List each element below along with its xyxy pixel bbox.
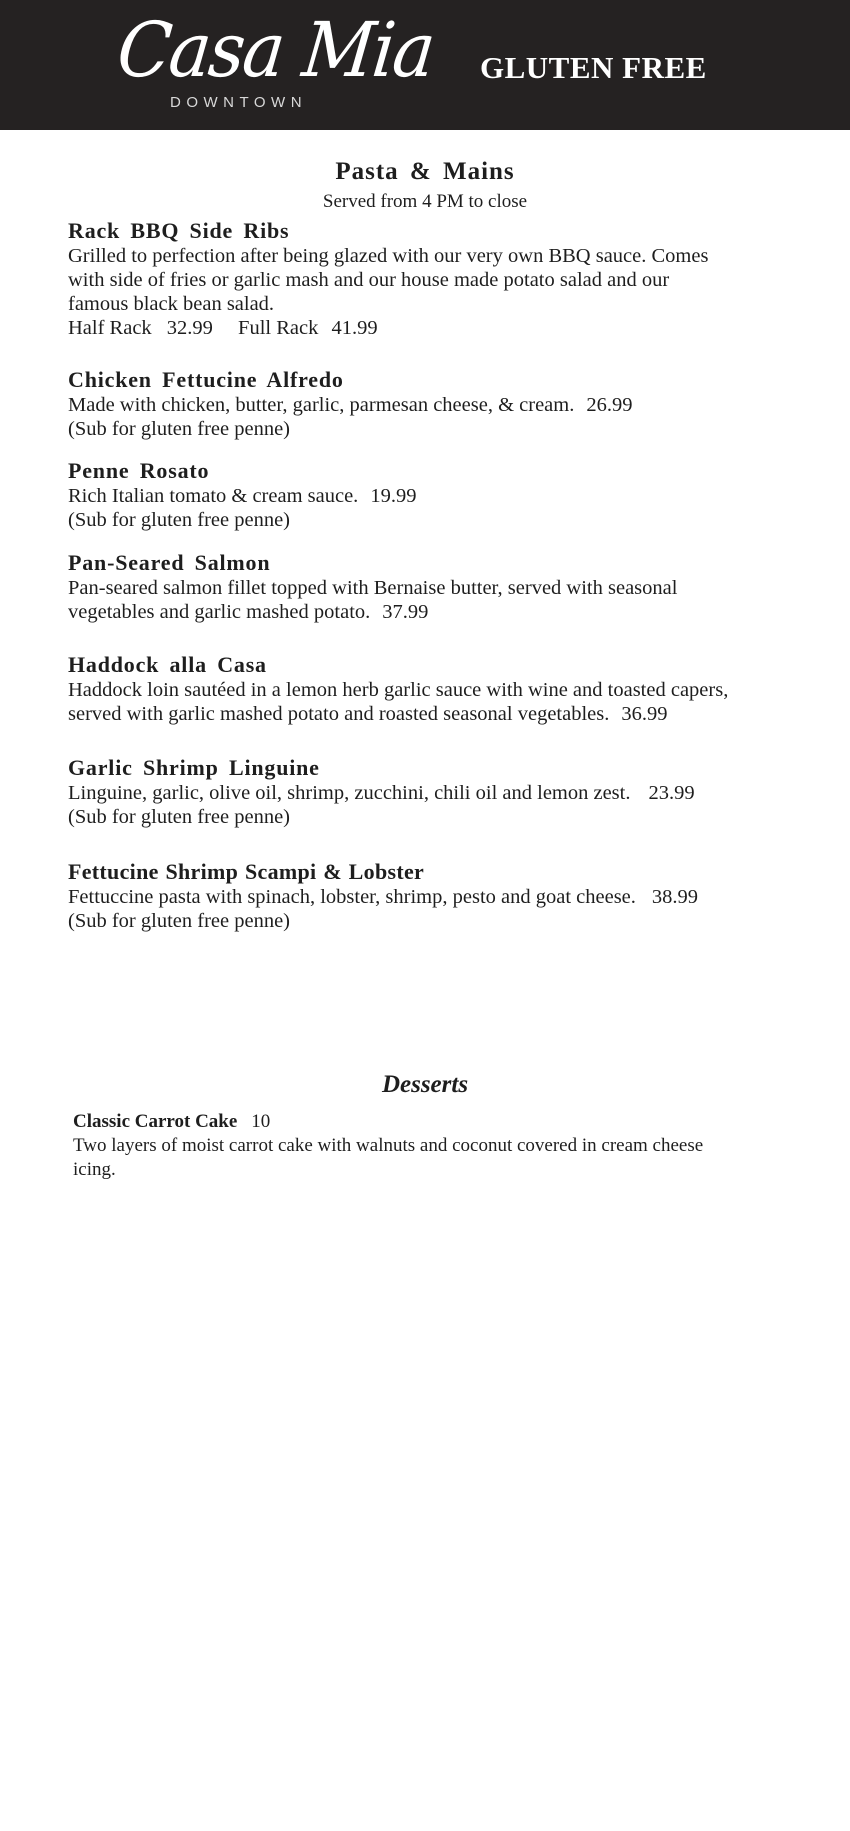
logo-script-text: Casa Mia [113,5,438,95]
menu-item [68,755,798,829]
item-description-line: vegetables and garlic mashed potato. [68,601,371,623]
item-description-line: (Sub for gluten free penne) [68,806,290,828]
item-description-line: served with garlic mashed potato and roasted seasonal vegetables. [68,703,610,725]
item-description [68,678,798,726]
full-rack-label: Full Rack [238,317,319,339]
item-name: Pan-Seared Salmon [68,550,271,575]
restaurant-logo [113,5,438,118]
item-description [68,576,798,624]
item-description-line: Rich Italian tomato & cream sauce. [68,485,359,507]
section-title-desserts: Desserts [381,1071,469,1098]
item-price: 37.99 [382,601,429,623]
section-title-mains: Pasta & Mains [335,158,515,185]
item-description-line: Made with chicken, butter, garlic, parmesan cheese, & cream. [68,394,575,416]
item-description-line: (Sub for gluten free penne) [68,910,290,932]
menu-item [68,859,798,933]
menu-item [68,550,798,624]
section-subtitle-mains: Served from 4 PM to close [322,191,528,212]
dessert-price: 10 [251,1111,271,1132]
item-price: 36.99 [621,703,668,725]
item-description [68,393,798,441]
dessert-description-line: Two layers of moist carrot cake with walnuts and coconut covered in cream cheese [73,1135,704,1156]
dessert-description-line: icing. [73,1159,116,1180]
dessert-name: Classic Carrot Cake [73,1111,238,1132]
dessert-item [73,1110,773,1182]
item-description [68,484,798,532]
header-bar [0,0,850,130]
menu-type-label: GLUTEN FREE [480,50,707,85]
item-description [68,885,798,933]
logo-subtitle: DOWNTOWN [170,94,308,111]
item-name: Chicken Fettucine Alfredo [68,367,344,392]
item-name: Rack BBQ Side Ribs [68,218,290,243]
menu-item [68,652,798,726]
item-price: 23.99 [648,782,695,804]
item-description-line: famous black bean salad. [68,293,275,315]
item-description-line: Linguine, garlic, olive oil, shrimp, zucchini, chili oil and lemon zest. [68,782,631,804]
menu-item [68,218,798,340]
item-description-line: Haddock loin sautéed in a lemon herb garlic sauce with wine and toasted capers, [68,679,729,701]
item-name: Garlic Shrimp Linguine [68,755,320,780]
item-name: Fettucine Shrimp Scampi & Lobster [68,859,425,884]
item-description-line: with side of fries or garlic mash and our house made potato salad and our [68,269,670,291]
item-description [68,781,798,829]
item-name: Penne Rosato [68,458,210,483]
menu-item [68,458,798,532]
half-rack-price: 32.99 [166,317,213,339]
item-description [68,244,798,340]
dessert-description [73,1134,773,1182]
item-price: 19.99 [370,485,417,507]
item-description-line: Grilled to perfection after being glazed with our very own BBQ sauce. Comes [68,245,709,267]
item-name: Haddock alla Casa [68,652,267,677]
full-rack-price: 41.99 [331,317,378,339]
item-description-line: (Sub for gluten free penne) [68,509,290,531]
item-description-line: (Sub for gluten free penne) [68,418,290,440]
menu-item [68,367,798,441]
item-price: 26.99 [586,394,633,416]
half-rack-label: Half Rack [68,317,152,339]
item-price-line [68,316,798,340]
item-price: 38.99 [651,886,699,908]
item-description-line: Fettuccine pasta with spinach, lobster, shrimp, pesto and goat cheese. [68,886,636,908]
item-description-line: Pan-seared salmon fillet topped with Bernaise butter, served with seasonal [68,577,678,599]
